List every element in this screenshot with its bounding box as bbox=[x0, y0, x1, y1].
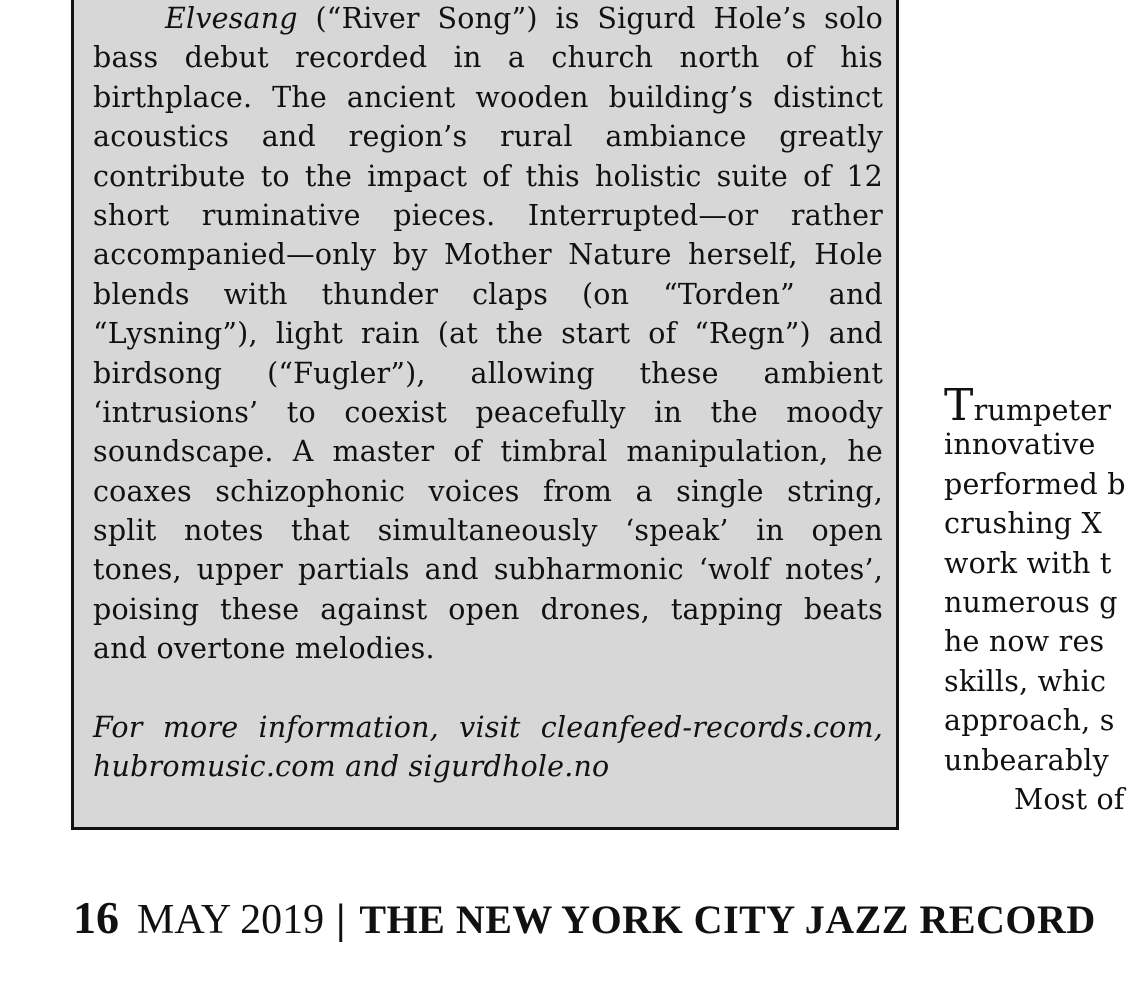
info-line: hubromusic.com and sigurdhole.no bbox=[93, 750, 610, 784]
text-line: he now res bbox=[944, 625, 1105, 659]
album-title: Elvesang bbox=[165, 2, 298, 35]
text-line: Trumpeter bbox=[944, 380, 1112, 431]
text-line: birdsong (“Fugler”), allowing these ambient bbox=[93, 356, 883, 390]
text-line: coaxes schizophonic voices from a single string, bbox=[93, 474, 883, 508]
text-line: blends with thunder claps (on “Torden” and bbox=[93, 277, 883, 311]
publication-name: THE NEW YORK CITY JAZZ RECORD bbox=[359, 897, 1096, 942]
text-line: split notes that simultaneously ‘speak’ in open bbox=[93, 514, 883, 548]
text-line: numerous g bbox=[944, 585, 1118, 619]
text-line: ‘intrusions’ to coexist peacefully in the moody bbox=[93, 395, 883, 429]
text-line: unbearably bbox=[944, 743, 1109, 777]
text-line: acoustics and region’s rural ambiance greatly bbox=[93, 120, 883, 154]
footer-separator: | bbox=[336, 897, 346, 943]
text-line: accompanied—only by Mother Nature herself, Hole bbox=[93, 238, 883, 272]
text-line: Most of bbox=[1014, 782, 1125, 816]
text-line: innovative bbox=[944, 428, 1096, 462]
text-line: bass debut recorded in a church north of his bbox=[93, 41, 883, 75]
page-number: 16 bbox=[73, 892, 119, 943]
text-line: contribute to the impact of this holistic suite of 12 bbox=[93, 159, 883, 193]
text-line: performed b bbox=[944, 467, 1126, 501]
paragraph-gap bbox=[93, 669, 883, 708]
text-line: Elvesang (“River Song”) is Sigurd Hole’s solo bbox=[165, 2, 883, 35]
text-line: short ruminative pieces. Interrupted—or rather bbox=[93, 198, 883, 232]
issue-date: MAY 2019 bbox=[137, 897, 325, 943]
text-line: “Lysning”), light rain (at the start of “Regn”) and bbox=[93, 317, 883, 351]
text-line: and overtone melodies. bbox=[93, 632, 435, 666]
info-line: For more information, visit cleanfeed-records.com, bbox=[93, 711, 883, 745]
text-line: poising these against open drones, tapping beats bbox=[93, 592, 883, 626]
page-footer bbox=[73, 891, 1096, 944]
text-line: soundscape. A master of timbral manipulation, he bbox=[93, 435, 883, 469]
text-line: approach, s bbox=[944, 704, 1115, 738]
text-line: crushing X bbox=[944, 507, 1102, 541]
text-line: birthplace. The ancient wooden building’s distinct bbox=[93, 80, 883, 114]
text-line: tones, upper partials and subharmonic ‘wolf notes’, bbox=[93, 553, 883, 587]
review-sidebar-box bbox=[71, 0, 899, 830]
drop-cap: T bbox=[944, 380, 974, 431]
review-text bbox=[93, 0, 883, 787]
text-line: work with t bbox=[944, 546, 1112, 580]
next-article-column bbox=[944, 380, 1128, 819]
text-line: skills, whic bbox=[944, 664, 1107, 698]
